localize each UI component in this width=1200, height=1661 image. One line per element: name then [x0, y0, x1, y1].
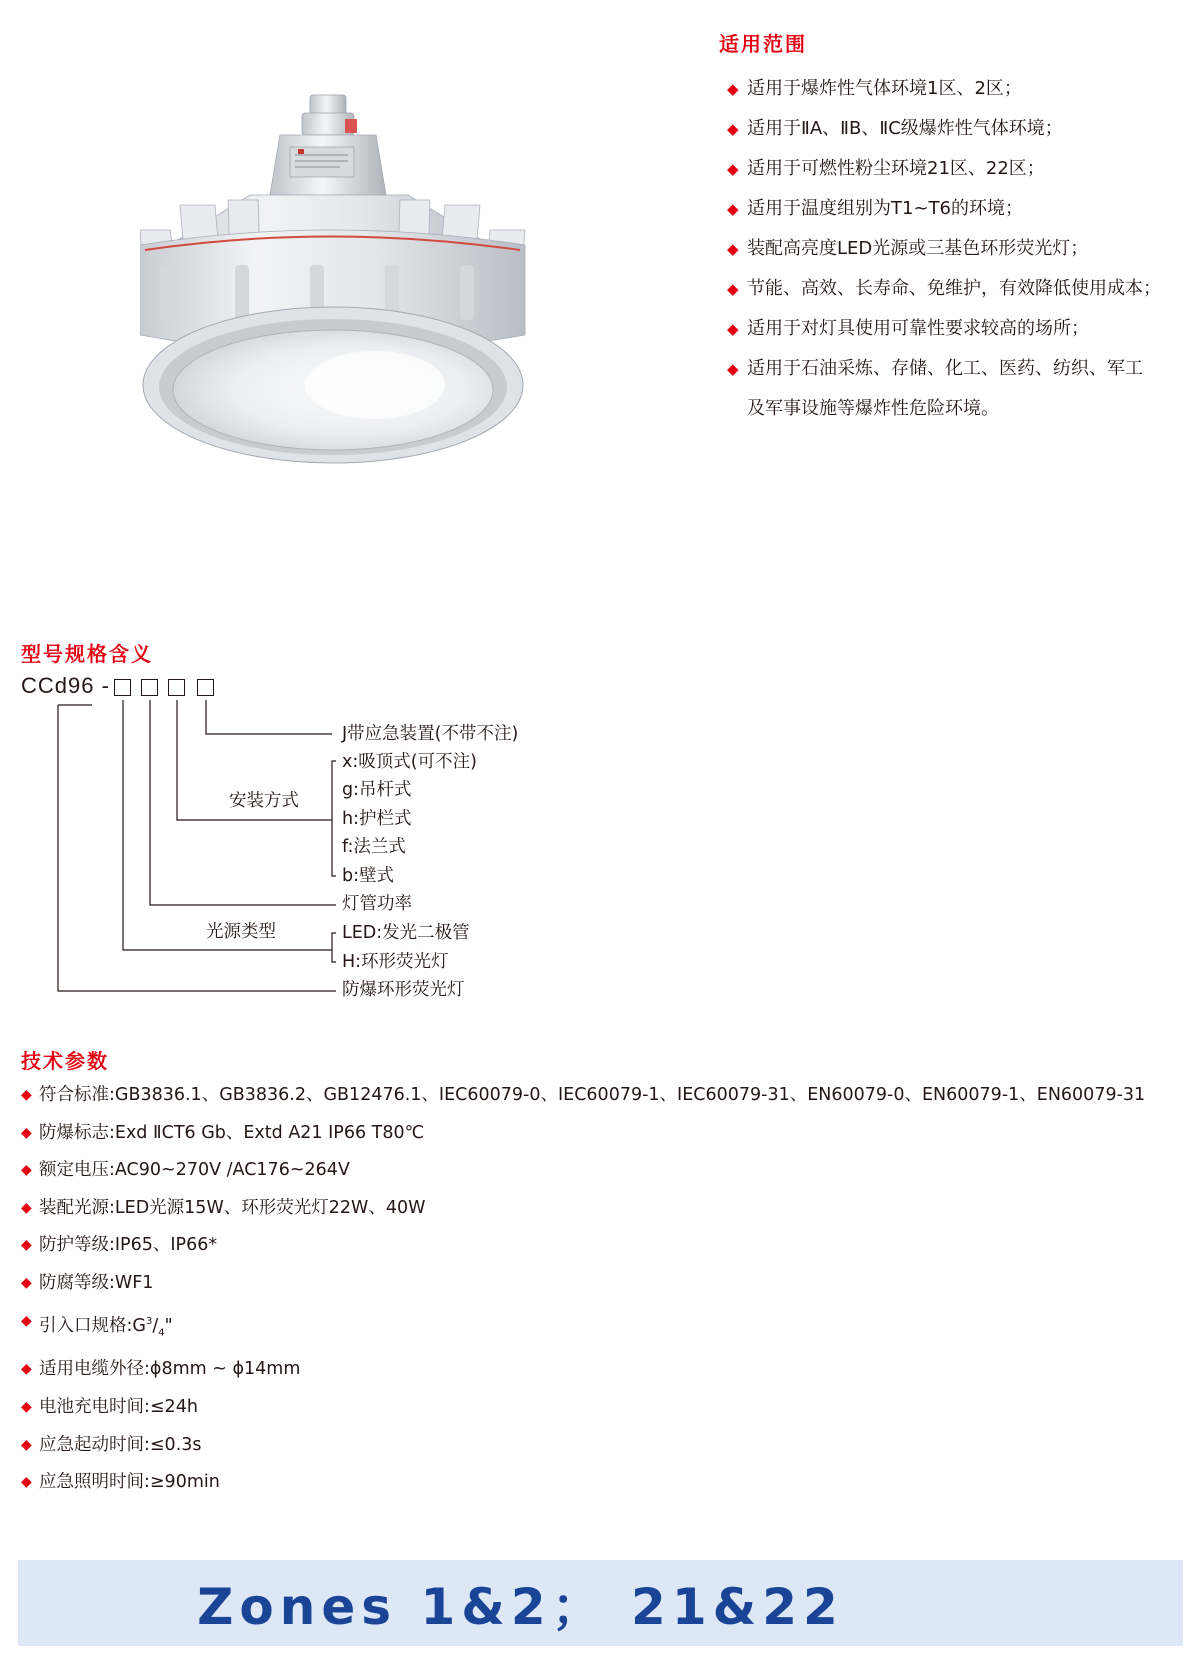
list-item: ◆ 防爆标志:Exd ⅡCT6 Gb、Extd A21 IP66 T80℃ [21, 1115, 1191, 1153]
diamond-bullet-icon: ◆ [21, 1199, 32, 1216]
list-item-continuation: 及军事设施等爆炸性危险环境。 [747, 398, 999, 419]
zones-banner [18, 1560, 1183, 1646]
list-item: ◆ 应急起动时间:≤0.3s [21, 1427, 1191, 1465]
list-item: ◆ 装配高亮度LED光源或三基色环形荧光灯； [727, 229, 1197, 269]
diamond-bullet-icon: ◆ [727, 320, 739, 338]
model-label-source-title: 光源类型 [206, 922, 276, 942]
diamond-bullet-icon: ◆ [21, 1124, 32, 1141]
params-list [21, 1077, 1191, 1502]
lamp-product-image [140, 85, 560, 495]
diamond-bullet-icon: ◆ [21, 1474, 32, 1491]
diamond-bullet-icon: ◆ [727, 80, 739, 98]
list-item: ◆ 引入口规格$:G^3/_4$" [21, 1303, 1191, 1352]
diamond-bullet-icon: ◆ [21, 1162, 32, 1179]
list-item: ◆ 额定电压:AC90~270V /AC176~264V [21, 1152, 1191, 1190]
diamond-bullet-icon: ◆ [727, 120, 739, 138]
model-label-mount-x: x:吸顶式(可不注) [342, 752, 477, 772]
params-title: 技术参数 [21, 1049, 109, 1073]
list-item: ◆ 防护等级:IP65、IP66* [21, 1227, 1191, 1265]
model-code-box [168, 679, 185, 696]
diamond-bullet-icon: ◆ [727, 360, 739, 378]
model-code: CCd96 - [21, 673, 110, 698]
list-item: ◆ 适用于可燃性粉尘环境21区、22区； [727, 149, 1197, 189]
diamond-bullet-icon: ◆ [21, 1436, 32, 1453]
model-label-mount-h: h:护栏式 [342, 809, 412, 829]
diamond-bullet-icon: ◆ [727, 240, 739, 258]
list-item: ◆ 适用于对灯具使用可靠性要求较高的场所； [727, 309, 1197, 349]
model-title: 型号规格含义 [21, 642, 153, 666]
model-label-power: 灯管功率 [342, 894, 412, 914]
diamond-bullet-icon: ◆ [21, 1399, 32, 1416]
scope-title: 适用范围 [719, 32, 807, 56]
list-item: ◆ 节能、高效、长寿命、免维护，有效降低使用成本； [727, 269, 1197, 309]
model-code-box [197, 679, 214, 696]
zones-banner-text: Zones 1&2； 21&22 [197, 1578, 844, 1636]
model-code-box [141, 679, 158, 696]
list-item: ◆ 符合标准:GB3836.1、GB3836.2、GB12476.1、IEC60079-0、IEC60079-1、IEC60079-31、EN60079-0、EN60079-1、EN60079-31 [21, 1077, 1191, 1115]
list-item: ◆ 适用电缆外径:ϕ8mm ~ ϕ14mm [21, 1351, 1191, 1389]
diamond-bullet-icon: ◆ [727, 280, 739, 298]
model-label-product: 防爆环形荧光灯 [342, 980, 465, 1000]
inlet-fraction-denominator: 4 [158, 1326, 165, 1338]
list-item: ◆ 电池充电时间:≤24h [21, 1389, 1191, 1427]
scope-list [727, 69, 1197, 429]
model-label-mount-g: g:吊杆式 [342, 780, 412, 800]
inlet-fraction-numerator: 3 [145, 1315, 153, 1327]
diamond-bullet-icon: ◆ [727, 160, 739, 178]
list-item: ◆ 装配光源:LED光源15W、环形荧光灯22W、40W [21, 1190, 1191, 1228]
diamond-bullet-icon: ◆ [21, 1274, 32, 1291]
model-label-mount-title: 安装方式 [229, 791, 299, 811]
list-item: ◆ 适用于温度组别为T1~T6的环境； [727, 189, 1197, 229]
model-label-source-led: LED:发光二极管 [342, 923, 470, 943]
diamond-bullet-icon: ◆ [21, 1087, 32, 1103]
list-item: ◆ 适用于ⅡA、ⅡB、ⅡC级爆炸性气体环境； [727, 109, 1197, 149]
model-label-emergency: J带应急装置(不带不注) [342, 724, 519, 744]
list-item: ◆ 应急照明时间:≥90min [21, 1464, 1191, 1502]
list-item: ◆ 适用于石油采炼、存储、化工、医药、纺织、军工 及军事设施等爆炸性危险环境。 [727, 349, 1197, 429]
model-code-box [114, 679, 131, 696]
diamond-bullet-icon: ◆ [727, 200, 739, 218]
model-label-mount-f: f:法兰式 [342, 837, 406, 857]
diamond-bullet-icon: ◆ [21, 1361, 32, 1378]
diamond-bullet-icon: ◆ [21, 1237, 32, 1254]
model-label-source-h: H:环形荧光灯 [342, 952, 449, 972]
list-item: ◆ 适用于爆炸性气体环境1区、2区； [727, 69, 1197, 109]
diamond-bullet-icon: ◆ [21, 1312, 32, 1329]
model-label-mount-b: b:壁式 [342, 866, 395, 886]
list-item: ◆ 防腐等级:WF1 [21, 1265, 1191, 1303]
